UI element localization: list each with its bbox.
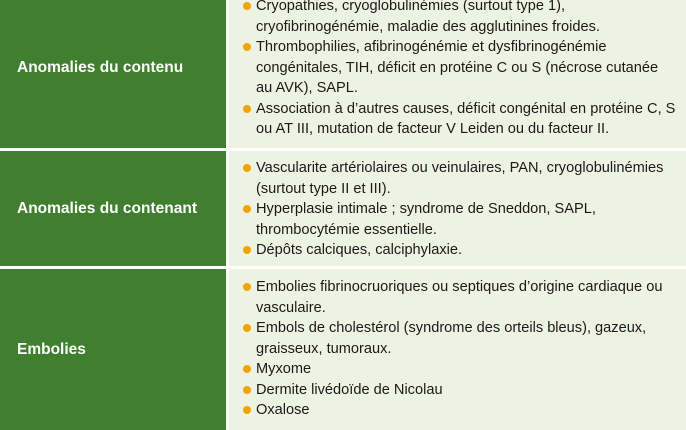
list-item [243, 359, 676, 380]
table-row-contenant [0, 151, 686, 266]
bullet-icon [243, 386, 251, 394]
list-item [243, 199, 676, 240]
row-label: Anomalies du contenant [17, 199, 197, 217]
list-item [243, 380, 676, 401]
bullet-icon [243, 406, 251, 414]
list-item [243, 240, 676, 261]
bullet-icon [243, 365, 251, 373]
list-item-text: Dépôts calciques, calciphylaxie. [256, 242, 463, 258]
list-item [243, 400, 676, 421]
row-label: Embolies [17, 340, 86, 358]
list-item-text: Embolies fibrinocruoriques ou septiques d’origine cardiaque ou vasculaire. [256, 279, 663, 316]
bullet-icon [243, 246, 251, 254]
row-label-cell [0, 151, 226, 266]
bullet-icon [243, 324, 251, 332]
bullet-icon [243, 2, 251, 10]
list-item [243, 277, 676, 318]
list-item-text: Embols de cholestérol (syndrome des orteils bleus), gazeux, graisseux, tumoraux. [256, 320, 647, 357]
list-item [243, 37, 676, 99]
row-label-cell [0, 269, 226, 430]
bullet-icon [243, 205, 251, 213]
row-content-cell [229, 0, 686, 148]
row-content-cell [229, 151, 686, 266]
row-label-cell [0, 0, 226, 148]
list-item-text: Oxalose [256, 402, 310, 418]
row-label: Anomalies du contenu [17, 59, 184, 76]
item-list [243, 0, 676, 140]
item-list [243, 158, 676, 261]
list-item-text: Myxome [256, 361, 312, 377]
list-item [243, 0, 676, 37]
list-item-text: Association à d’autres causes, déficit congénital en protéine C, S ou AT III, mutation de facteur V Leiden ou du facteur II. [256, 100, 676, 137]
list-item [243, 158, 676, 199]
bullet-icon [243, 43, 251, 51]
list-item-text: Cryopathies, cryoglobulinémies (surtout type 1), cryofibrinogénémie, maladie des agglutinines froides. [256, 0, 600, 35]
list-item-text: Hyperplasie intimale ; syndrome de Sneddon, SAPL, thrombocytémie essentielle. [256, 201, 596, 238]
list-item [243, 99, 676, 140]
item-list [243, 277, 676, 421]
list-item [243, 318, 676, 359]
row-content-cell [229, 269, 686, 430]
table-row-contenu [0, 0, 686, 148]
list-item-text: Thrombophilies, afibrinogénémie et dysfibrinogénémie congénitales, TIH, déficit en protéine C ou S (nécrose cutanée au AVK), SAPL. [256, 39, 659, 96]
bullet-icon [243, 164, 251, 172]
bullet-icon [243, 283, 251, 291]
list-item-text: Vascularite artériolaires ou veinulaires, PAN, cryoglobulinémies (surtout type II et III). [256, 160, 664, 197]
table-row-embolies [0, 269, 686, 430]
bullet-icon [243, 105, 251, 113]
list-item-text: Dermite livédoïde de Nicolau [256, 381, 443, 398]
